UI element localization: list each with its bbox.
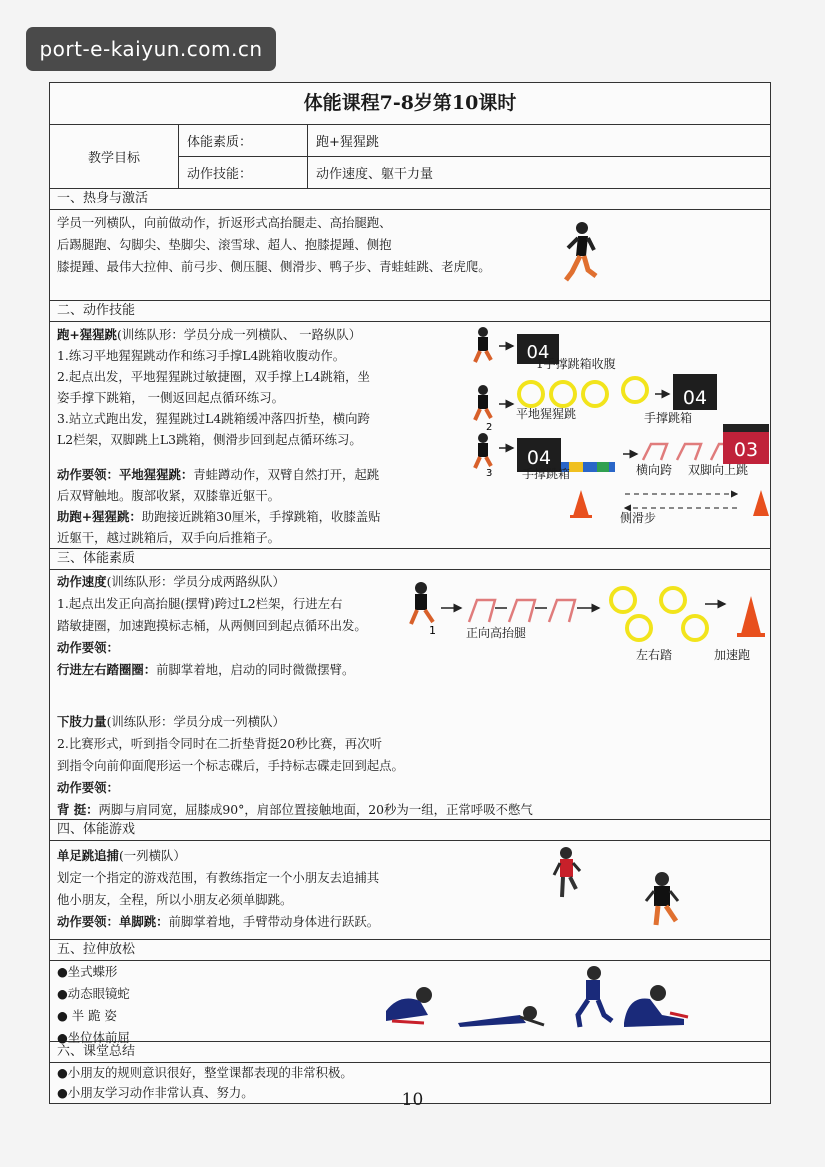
list-item: ●小朋友学习动作非常认真、努力。 [57,1085,254,1100]
goal-key: 体能素质： [179,125,308,157]
key-label: 助跑+猩猩跳： [57,509,142,524]
text-line: (训练队形：学员分成一列横队） [106,714,285,729]
text-line: 近躯干，越过跳箱后，双手向后推箱子。 [57,530,281,545]
key-label: 动作要领： [57,640,119,655]
goal-label: 教学目标 [50,125,179,189]
kid-figure [458,1006,544,1027]
agility-ring [611,588,635,612]
kid-figure [475,433,491,468]
stretch-poses-figure [380,965,695,1035]
kid-figure [578,966,612,1027]
section-heading: 二、动作技能 [50,301,770,322]
kid-figure [411,582,433,624]
key-label: 背 挺： [57,802,99,817]
section-stretch [50,961,770,1045]
subtitle: 动作速度 [57,574,107,589]
text-line: 划定一个指定的游戏范围，有教练指定一个小朋友去追捕其 [57,870,380,885]
text-line: 2.比赛形式，听到指令同时在二折垫背挺20秒比赛，再次听 [57,736,382,751]
text-line: 后踢腿跑、勾脚尖、垫脚尖、滚雪球、超人、抱膝提踵、侧抱 [57,237,392,252]
diagram-label: 正向高抬腿 [466,626,527,640]
text-line: 2.起点出发，平地猩猩跳过敏捷圈，双手撑上L4跳箱，坐 [57,369,370,384]
text-line: (一列横队） [118,848,186,863]
key-label: 行进左右踏圈圈： [57,662,157,677]
diagram-label: 左右踏 [636,648,673,662]
cone-icon [573,490,589,516]
list-item: ●小朋友的规则意识很好，整堂课都表现的非常积极。 [57,1065,353,1080]
section-heading: 三、体能素质 [50,549,770,570]
text-line: 3.站立式跑出发，猩猩跳过L4跳箱缓冲落四折垫，横向跨 [57,411,370,426]
agility-ring [551,382,575,406]
diagram-label: 手撑跳箱 [522,467,571,481]
diagram-label: 加速跑 [714,648,751,662]
cone-icon [753,490,769,516]
hurdle-icon [643,444,735,460]
box-number: 04 [682,387,708,409]
agility-ring [583,382,607,406]
agility-ring [661,588,685,612]
lesson-plan [49,82,771,1104]
text-line: (训练队形：学员分成两路纵队） [106,574,285,589]
hurdle-icon [469,600,575,622]
kid-figure [646,872,678,925]
box-number: 04 [526,447,552,469]
box-number: 03 [733,439,759,461]
text-line: 助跑接近跳箱30厘米，手撑跳箱，收膝盖贴 [141,509,381,524]
text-line: 后双臂触地。腹部收紧，双膝靠近躯干。 [57,488,281,503]
station-number: 2 [486,422,493,433]
section-heading: 六、课堂总结 [50,1042,770,1063]
kid-figure [554,847,580,897]
text-line: (训练队形：学员分成一列横队、 一路纵队） [116,327,362,342]
text-line: 到指令向前仰面爬形运一个标志碟后，手持标志碟走回到起点。 [57,758,404,773]
diagram-label: 侧滑步 [620,511,657,525]
station-number: 1 [429,624,436,637]
kid-figure [475,385,491,420]
box-number: 04 [526,342,550,363]
text-line: 他小朋友，全程，所以小朋友必须单脚跳。 [57,892,293,907]
list-item: ●动态眼镜蛇 [57,986,130,1001]
list-item: ● 半 跪 姿 [57,1008,117,1023]
watermark: port-e-kaiyun.com.cn [26,27,276,71]
diagram-label: 平地猩猩跳 [516,407,577,421]
text-line: 学员一列横队，向前做动作，折返形式高抬腿走、高抬腿跑、 [57,215,392,230]
text-line: 姿手撑下跳箱， 一侧返回起点循环练习。 [57,390,284,405]
hopping-kids-figure [550,845,700,933]
page-title: 体能课程7-8岁第10课时 [50,83,770,125]
agility-ring [627,616,651,640]
section-warmup [50,210,770,301]
section-heading: 一、热身与激活 [50,189,770,210]
text-line: 1.练习平地猩猩跳动作和练习手撑L4跳箱收腹动作。 [57,348,346,363]
key-label: 动作要领：平地猩猩跳： [57,467,194,482]
subtitle: 下肢力量 [57,714,107,729]
text-line: 两脚与肩同宽，屈膝成90°，肩部位置接触地面，20秒为一组，正常呼吸不憋气 [98,802,533,817]
kid-figure [386,987,432,1023]
section-heading: 五、拉伸放松 [50,940,770,961]
text-line: 1.起点出发正向高抬腿(摆臂)跨过L2栏架，行进左右 [57,596,343,611]
diagram-label: 1手撑跳箱收腹 [536,357,616,371]
text-line: 青蛙蹲动作，双臂自然打开，起跳 [193,467,380,482]
key-label: 动作要领： [57,780,119,795]
runner-figure [558,220,598,284]
section-skills [50,322,770,549]
subtitle: 跑+猩猩跳 [57,327,117,342]
section-game [50,841,770,940]
text-line: 膝提踵、最伟大拉伸、前弓步、侧压腿、侧滑步、鸭子步、青蛙蛙跳、老虎爬。 [57,259,491,274]
diagram-label: 手撑跳箱 [644,411,693,425]
list-item: ●坐位体前屈 [57,1030,130,1045]
goal-key: 动作技能： [179,157,308,189]
subtitle: 单足跳追捕 [57,848,119,863]
page-number: 10 [401,1090,424,1110]
kid-figure [475,327,491,362]
station-number: 3 [486,468,493,479]
agility-ring [623,378,647,402]
diagram-label: 双脚向上跳 [688,463,749,477]
section-fitness [50,570,770,820]
text-line: 前脚掌着地，手臂带动身体进行跃跃。 [168,914,380,929]
agility-ring [683,616,707,640]
text-line: L2栏架，双脚跳上L3跳箱，侧滑步回到起点循环练习。 [57,432,362,447]
cone-icon [741,596,761,634]
agility-ring [519,382,543,406]
diagram-label: 横向跨 [636,463,673,477]
text-line: 踏敏捷圈，加速跑摸标志桶，从两侧回到起点循环出发。 [57,618,367,633]
section-heading: 四、体能游戏 [50,820,770,841]
goal-table [50,125,770,189]
skills-diagram [465,324,770,529]
list-item: ●坐式蝶形 [57,964,118,979]
goal-value: 动作速度、躯干力量 [308,157,771,189]
text-line: 前脚掌着地，启动的同时微微摆臂。 [156,662,355,677]
key-label: 动作要领：单脚跳： [57,914,169,929]
kid-figure [624,985,688,1027]
goal-value: 跑+猩猩跳 [308,125,771,157]
